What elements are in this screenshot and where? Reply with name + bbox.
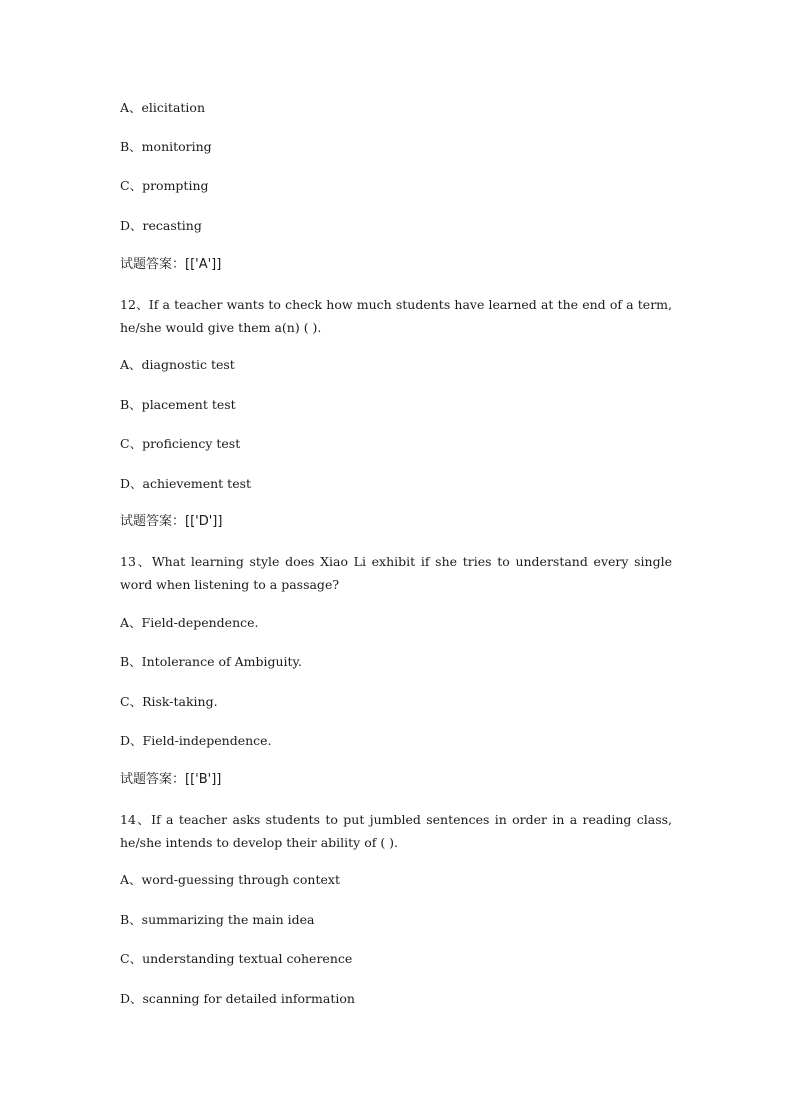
q13-text: 13、What learning style does Xiao Li exhibit if she tries to understand every single word when listening to a passage?	[120, 554, 672, 592]
q11-answer: 试题答案：[['A']]	[120, 257, 222, 272]
q12-option-b: B、placement test	[120, 397, 236, 412]
q12-answer: 试题答案：[['D']]	[120, 514, 223, 529]
q14-option-d: D、scanning for detailed information	[120, 991, 355, 1006]
q12-option-a: A、diagnostic test	[120, 357, 235, 372]
q13-answer: 试题答案：[['B']]	[120, 772, 222, 787]
q11-option-c: C、prompting	[120, 178, 209, 193]
q11-option-d: D、recasting	[120, 218, 202, 233]
q14-text: 14、If a teacher asks students to put jumbled sentences in order in a reading class, he/she intends to develop their ability of ( ).	[120, 812, 672, 850]
q12-option-d: D、achievement test	[120, 476, 252, 491]
q14-option-a: A、word-guessing through context	[120, 872, 340, 887]
q13-option-a: A、Field-dependence.	[120, 615, 259, 630]
q12-option-c: C、proficiency test	[120, 436, 241, 451]
q13-option-c: C、Risk-taking.	[120, 694, 218, 709]
q14-option-c: C、understanding textual coherence	[120, 951, 353, 966]
q13-option-b: B、Intolerance of Ambiguity.	[120, 654, 302, 669]
q11-option-b: B、monitoring	[120, 139, 212, 154]
q13-option-d: D、Field-independence.	[120, 733, 272, 748]
q12-text: 12、If a teacher wants to check how much students have learned at the end of a term, he/she would give them a(n) ( ).	[120, 297, 672, 335]
q14-option-b: B、summarizing the main idea	[120, 912, 315, 927]
q11-option-a: A、elicitation	[120, 100, 205, 115]
